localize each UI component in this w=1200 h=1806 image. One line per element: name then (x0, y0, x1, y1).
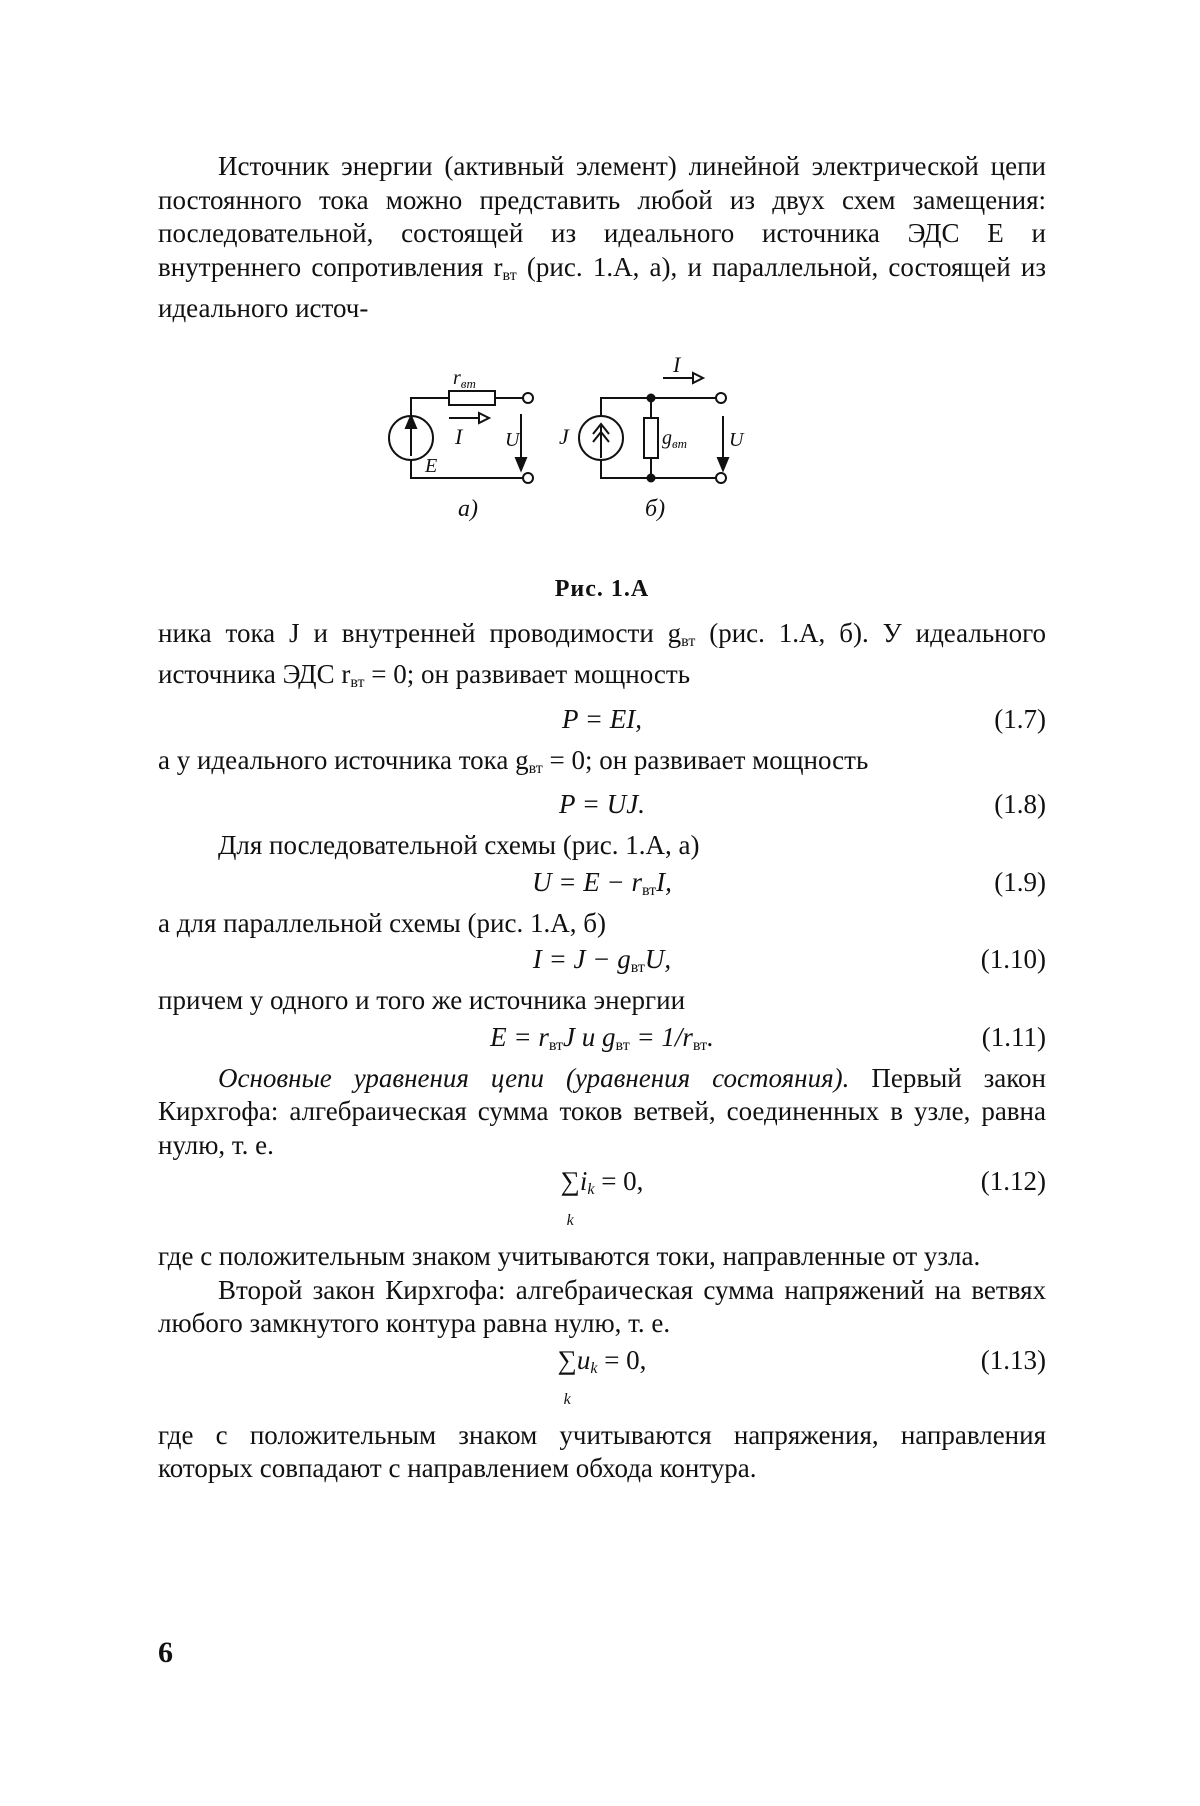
page-number: 6 (158, 1636, 173, 1669)
equation-number: (1.7) (994, 703, 1046, 734)
equation-1-13: ∑ $_ku_k = 0$, (1.13) (557, 1344, 1046, 1408)
paragraph-ideal-current: а у идеального источника тока $g_{вт} = 0$; он развивает мощность (158, 744, 869, 777)
figure-caption: Рис. 1.А (554, 575, 650, 602)
paragraph-same-source: причем у одного и того же источника энергии (158, 985, 686, 1015)
label-g-vt: $g_{вт}$ (662, 426, 688, 451)
circuit-diagram (383, 346, 803, 546)
label-subfig-a: а) (458, 495, 478, 522)
equation-number: (1.8) (994, 789, 1046, 819)
equation-number: (1.13) (980, 1344, 1046, 1375)
label-emf: E (425, 454, 438, 477)
equation-1-8: P = UJ. (1.8) (559, 789, 1046, 819)
equation-1-11: $E = r_{вт}J$ и $g_{вт} = 1/r_{вт}$. (1.11) (490, 1021, 1046, 1054)
paragraph-intro: Источник энергии (активный элемент) линейной электрической цепи постоянного тока можно представить любой из двух схем замещения: последовательной, состоящей из идеального источника ЭДС E и внутреннего сопротивления $r_{вт}$ (рис. 1.А, а), и параллельной, состоящей из идеального источ- (158, 151, 1046, 323)
equation-number: (1.10) (980, 944, 1046, 974)
label-current-right: I (673, 351, 681, 377)
label-voltage-right: U (729, 428, 744, 451)
equation-1-12: ∑ $_ki_k = 0$, (1.12) (560, 1166, 1046, 1229)
equation-number: (1.11) (981, 1021, 1046, 1052)
figure-1a (158, 326, 1046, 576)
paragraph-parallel: а для параллельной схемы (рис. 1.А, б) (158, 907, 606, 938)
label-voltage-left: U (505, 428, 520, 451)
equation-1-9: $U = E - r_{вт}I$, (1.9) (532, 866, 1046, 899)
equation-1-7: P = EI, (1.7) (562, 703, 1046, 734)
equation-1-10: $I = J - g_{вт}U$, (1.10) (532, 944, 1046, 976)
equation-number: (1.9) (994, 866, 1046, 897)
label-r-vt: $r_{вт}$ (453, 366, 476, 391)
label-current-source: J (559, 423, 569, 449)
paragraph-kirchhoff-2: Второй закон Кирхгофа: алгебраическая сумма напряжений на ветвях любого замкнутого контура равна нулю, т. е. (158, 1274, 1046, 1338)
paragraph-current-source: ника тока J и внутренней проводимости $g_{вт}$ (рис. 1.А, б). У идеального источника ЭДС $r_{вт} = 0$; он развивает мощность (158, 617, 1046, 691)
label-subfig-b: б) (645, 495, 666, 522)
page-content (158, 150, 1046, 1486)
paragraph-voltages-sign: где с положительным знаком учитываются напряжения, направления которых совпадают с направлением обхода контура. (158, 1419, 1046, 1483)
label-current-left: I (455, 423, 463, 449)
equation-number: (1.12) (980, 1166, 1046, 1196)
paragraph-currents-sign: где с положительным знаком учитываются токи, направленные от узла. (158, 1241, 981, 1271)
paragraph-kirchhoff-1: Основные уравнения цепи (уравнения состояния). Первый закон Кирхгофа: алгебраическая сумма токов ветвей, соединенных в узле, равна нулю, т. е. (158, 1062, 1046, 1160)
paragraph-series: Для последовательной схемы (рис. 1.А, а) (218, 830, 700, 860)
